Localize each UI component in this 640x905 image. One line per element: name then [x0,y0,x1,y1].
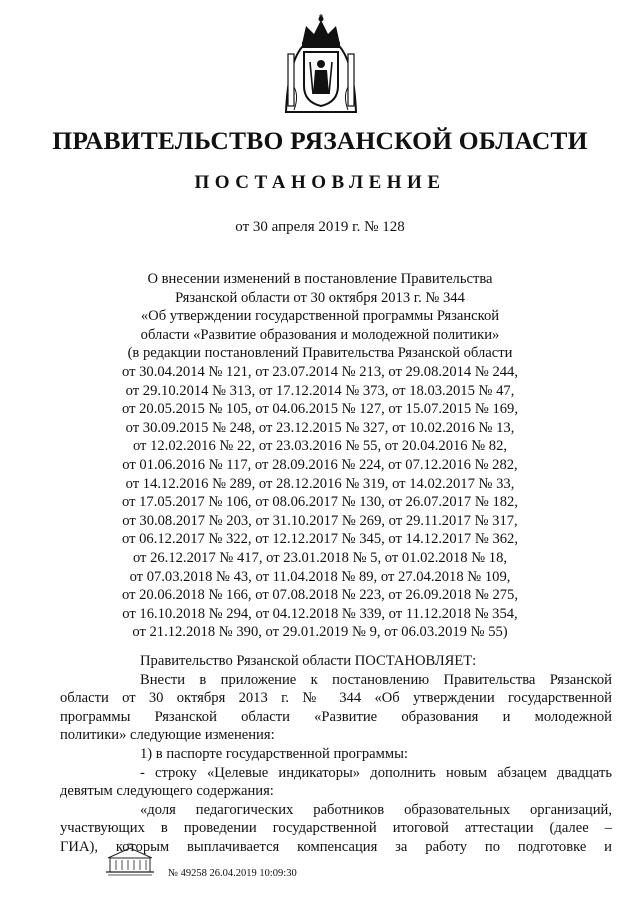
subject-line: от 30.09.2015 № 248, от 23.12.2015 № 327, от 10.02.2016 № 13, [125,419,515,436]
amend-line: политики» следующие изменения: [60,727,275,744]
document-body [60,652,612,857]
subject-line: от 07.03.2018 № 43, от 11.04.2018 № 89, от 27.04.2018 № 109, [129,568,511,585]
document-subject [80,270,560,642]
subject-line: от 30.08.2017 № 203, от 31.10.2017 № 269, от 29.11.2017 № 317, [122,512,518,529]
subject-line: О внесении изменений в постановление Правительства [147,271,493,287]
registration-footer [98,842,398,892]
indicators-line: девятым следующего содержания: [60,783,274,800]
amend-line: программы Рязанской области «Развитие образования и молодежной [60,708,612,725]
subject-line: от 20.06.2018 № 166, от 07.08.2018 № 223, от 26.09.2018 № 275, [122,587,518,604]
subject-line: «Об утверждении государственной программы Рязанской [140,308,500,325]
indicators-paragraph [60,764,612,801]
registration-number: № 49258 26.04.2019 10:09:30 [168,868,297,879]
quote-line: «доля педагогических работников образовательных организаций, [140,801,612,818]
subject-line: (в редакции постановлений Правительства Рязанской области [127,345,513,362]
amend-line: Внести в приложение к постановлению Правительства Рязанской [140,671,612,688]
quote-line: ГИА), которым выплачивается компенсация за работу по подготовке и [60,838,612,855]
subject-line: от 06.12.2017 № 322, от 12.12.2017 № 345, от 14.12.2017 № 362, [122,531,518,548]
amend-paragraph [60,671,612,745]
indicators-line: - строку «Целевые индикаторы» дополнить новым абзацем двадцать [140,764,612,781]
quote-line: участвующих в проведении государственной итоговой аттестации (далее – [60,820,612,837]
subject-line: от 21.12.2018 № 390, от 29.01.2019 № 9, от 06.03.2019 № 55) [132,624,508,641]
decree-line: Правительство Рязанской области ПОСТАНОВЛЯЕТ: [140,653,477,669]
subject-line: от 01.06.2016 № 117, от 28.09.2016 № 224, от 07.12.2016 № 282, [122,456,518,473]
amend-line: области от 30 октября 2013 г. № 344 «Об утверждении государственной [60,690,612,707]
subject-line: от 14.12.2016 № 289, от 28.12.2016 № 319, от 14.02.2017 № 33, [125,475,515,492]
government-title: ПРАВИТЕЛЬСТВО РЯЗАНСКОЙ ОБЛАСТИ [52,126,588,155]
building-stamp-icon [102,842,158,876]
document-date: от 30 апреля 2019 г. № 128 [235,219,405,235]
coat-of-arms-icon [280,14,362,118]
subject-line: от 20.05.2015 № 105, от 04.06.2015 № 127, от 15.07.2015 № 169, [122,401,518,418]
subject-line: от 16.10.2018 № 294, от 04.12.2018 № 339, от 11.12.2018 № 354, [122,605,518,622]
subject-line: от 17.05.2017 № 106, от 08.06.2017 № 130, от 26.07.2017 № 182, [122,494,518,511]
document-type: ПОСТАНОВЛЕНИЕ [194,172,446,193]
subject-line: от 29.10.2014 № 313, от 17.12.2014 № 373, от 18.03.2015 № 47, [125,382,515,399]
subject-line: от 30.04.2014 № 121, от 23.07.2014 № 213, от 29.08.2014 № 244, [122,363,518,380]
subject-line: Рязанской области от 30 октября 2013 г. № 344 [175,289,465,306]
subject-line: от 26.12.2017 № 417, от 23.01.2018 № 5, от 01.02.2018 № 18, [132,549,508,566]
subject-line: области «Развитие образования и молодежной политики» [140,326,500,343]
item-1: 1) в паспорте государственной программы: [140,745,408,762]
subject-line: от 12.02.2016 № 22, от 23.03.2016 № 55, от 20.04.2016 № 82, [132,438,508,455]
